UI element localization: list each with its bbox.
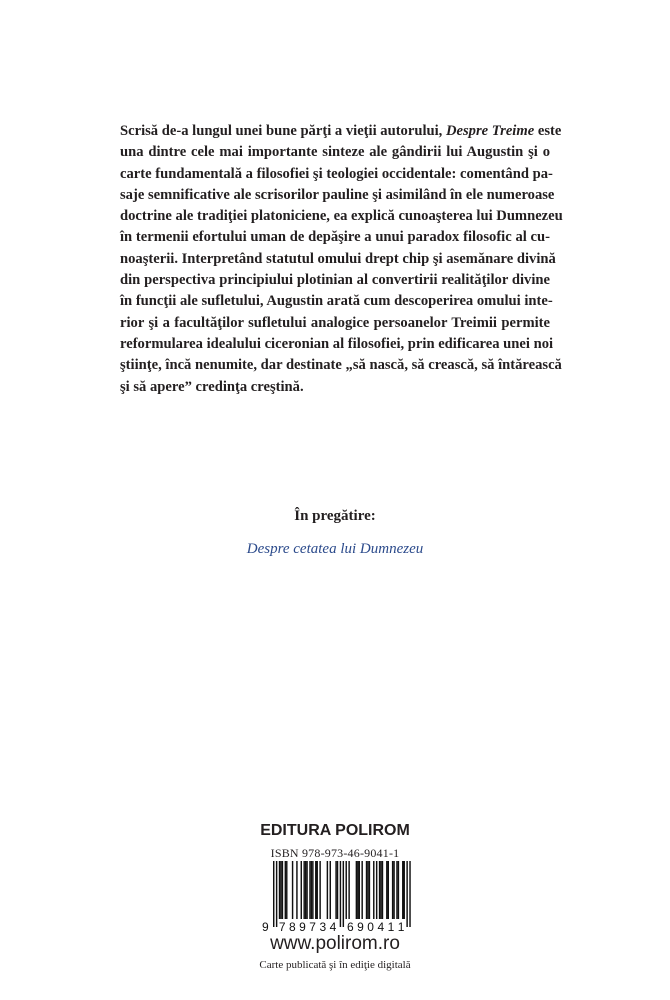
isbn: ISBN 978-973-46-9041-1 <box>270 846 400 860</box>
forthcoming-label: În pregătire: <box>294 508 376 524</box>
barcode-bar <box>330 861 331 919</box>
barcode-bar <box>392 861 393 919</box>
barcode-bar <box>279 861 280 919</box>
book-title: Despre Treime <box>445 123 535 139</box>
barcode-bar <box>309 861 310 919</box>
barcode-digit: 8 <box>289 920 296 933</box>
text-run: rior şi a facultăţilor sufletului analogice persoanelor Treimii permite <box>120 314 550 331</box>
description-line <box>120 142 550 163</box>
barcode-bar <box>319 861 320 919</box>
barcode-bar <box>376 861 377 919</box>
description-line <box>120 334 554 355</box>
description-line <box>120 206 563 227</box>
description-line <box>120 249 556 270</box>
publisher-website[interactable]: www.polirom.ro <box>270 933 400 954</box>
barcode-digit: 7 <box>278 920 286 933</box>
text-run: noaşterii. Interpretând statutul omului drept chip şi asemănare divină <box>120 250 556 267</box>
barcode-bar <box>305 861 306 919</box>
barcode-bar <box>388 861 389 919</box>
text-run: una dintre cele mai importante sinteze ale gândirii lui Augustin şi o <box>120 144 550 161</box>
barcode-digit: 0 <box>367 920 374 933</box>
barcode-digit: 1 <box>387 920 395 933</box>
barcode-bar <box>367 861 368 919</box>
barcode-bar <box>282 861 283 919</box>
text-run: în termenii efortului uman de depăşire a unui paradox filosofic al cu- <box>120 229 550 246</box>
barcode-digit: 3 <box>319 920 327 933</box>
barcode-bar <box>276 861 277 927</box>
barcode <box>262 861 412 933</box>
barcode-bar <box>292 861 293 919</box>
barcode-bar <box>356 861 357 919</box>
barcode-bar <box>369 861 370 919</box>
barcode-bar <box>285 861 286 919</box>
publisher-name: EDITURA POLIROM <box>260 822 410 839</box>
digital-edition-note: Carte publicată şi în ediţie digitală <box>259 959 411 971</box>
description-line <box>120 355 562 376</box>
text-run: doctrine ale tradiţiei platoniciene, ea explică cunoaşterea lui Dumnezeu <box>120 208 563 225</box>
barcode-bar <box>273 861 274 927</box>
text-run: carte fundamentală a filosofiei şi teologiei occidentale: comentând pa- <box>120 165 553 182</box>
back-cover-description <box>120 121 563 398</box>
description-line <box>120 377 550 398</box>
barcode-digit: 4 <box>377 920 385 933</box>
text-run: saje semnificative ale scrisorilor pauline şi asimilând în ele numeroase <box>120 186 555 203</box>
barcode-bar <box>346 861 347 919</box>
description-line <box>120 185 555 206</box>
barcode-bar <box>386 861 387 919</box>
barcode-bar <box>296 861 297 919</box>
barcode-bar <box>379 861 380 919</box>
barcode-bar <box>359 861 360 919</box>
barcode-bar <box>357 861 358 919</box>
barcode-bar <box>402 861 403 919</box>
barcode-bar <box>396 861 397 919</box>
text-run: din perspectiva principiului plotinian al convertirii realităţilor divine <box>120 272 550 289</box>
barcode-bar <box>340 861 341 927</box>
barcode-bar <box>327 861 328 919</box>
barcode-bar <box>335 861 336 919</box>
barcode-digit: 9 <box>299 920 306 933</box>
barcode-bar <box>398 861 399 919</box>
barcode-digit: 9 <box>262 920 269 933</box>
barcode-digit: 1 <box>397 920 405 933</box>
barcode-bar <box>312 861 313 919</box>
barcode-bar <box>311 861 312 919</box>
barcode-digit: 7 <box>309 920 316 933</box>
barcode-digit: 6 <box>347 920 354 933</box>
description-line <box>120 291 553 312</box>
description-line <box>120 164 553 185</box>
barcode-bar <box>380 861 381 919</box>
description-line <box>120 270 550 291</box>
barcode-bar <box>286 861 287 919</box>
text-run: şi să apere” credinţa creştină. <box>120 378 304 395</box>
barcode-bar <box>373 861 374 919</box>
barcode-bar <box>404 861 405 919</box>
text-run: ştiinţe, încă nenumite, dar destinate „să nască, să crească, să întărească <box>120 357 562 374</box>
barcode-bar <box>409 861 410 927</box>
barcode-bar <box>382 861 383 919</box>
barcode-bar <box>393 861 394 919</box>
text-run: reformularea idealului ciceronian al filosofiei, prin edificarea unei noi <box>120 335 554 352</box>
barcode-bar <box>306 861 307 919</box>
description-line <box>120 227 550 248</box>
forthcoming-title: Despre cetatea lui Dumnezeu <box>246 541 424 557</box>
barcode-bar <box>280 861 281 919</box>
description-line <box>120 313 550 334</box>
barcode-digit: 4 <box>329 920 337 933</box>
text-run: Scrisă de-a lungul unei bune părţi a vieţii autorului, <box>120 123 446 139</box>
barcode-bar <box>366 861 367 919</box>
description-line <box>120 121 562 142</box>
barcode-bar <box>348 861 349 919</box>
barcode-bar <box>315 861 316 919</box>
barcode-digit: 9 <box>357 920 364 933</box>
barcode-bar <box>303 861 304 919</box>
barcode-bar <box>337 861 338 919</box>
text-run: în funcţii ale sufletului, Augustin arată cum descoperirea omului inte- <box>120 293 553 310</box>
barcode-bar <box>406 861 407 927</box>
barcode-bar <box>343 861 344 927</box>
text-run: este <box>534 123 562 139</box>
barcode-bar <box>361 861 362 919</box>
barcode-bar <box>317 861 318 919</box>
barcode-bar <box>301 861 302 919</box>
